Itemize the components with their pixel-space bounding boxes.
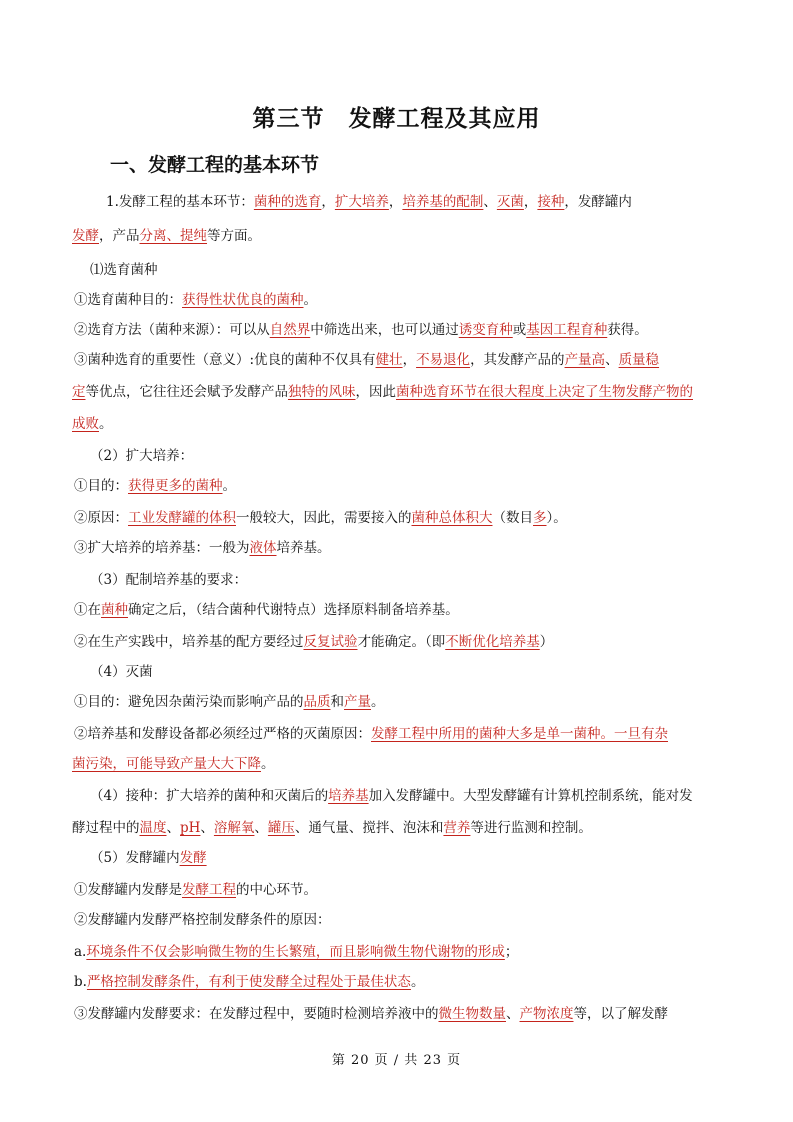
text-line — [74, 972, 724, 992]
answer-text: 分离、提纯 — [139, 228, 207, 244]
answer-text: 产量 — [344, 694, 371, 710]
text-line — [74, 692, 724, 712]
text-line — [74, 942, 724, 962]
page-title: 第三节 发酵工程及其应用 — [252, 105, 541, 132]
body-text-span: ②培养基和发酵设备都必须经过严格的灭菌原因： — [74, 726, 371, 742]
body-text-span: 。 — [99, 416, 113, 432]
text-line — [72, 382, 722, 402]
answer-text: 环境条件不仅会影响微生物的生长繁殖，而且影响微生物代谢物的形成 — [86, 944, 505, 960]
body-text-span: 获得。 — [607, 322, 648, 338]
answer-text: 培养基的配制 — [402, 194, 484, 210]
body-text-span: 、通气量、搅拌、泡沫和 — [294, 820, 444, 836]
body-text-span: 等方面。 — [207, 228, 261, 244]
body-text-span: 、 — [506, 1006, 520, 1022]
answer-text: 菌种总体积大 — [411, 510, 493, 526]
body-text-span: ⑴选育菌种 — [90, 262, 158, 278]
body-text-span: 、 — [166, 820, 180, 836]
answer-text: 温度 — [139, 820, 167, 836]
answer-text: 菌种的选育 — [253, 194, 322, 210]
text-line — [74, 910, 724, 930]
body-text-span: 酵过程中的 — [72, 820, 140, 836]
text-line — [74, 350, 724, 370]
body-text-span: （2）扩大培养： — [90, 448, 194, 464]
body-text-span: ）。 — [546, 510, 567, 526]
answer-text: 工业发酵罐的体积 — [128, 510, 236, 526]
body-text-span: ， — [388, 194, 403, 210]
text-line — [90, 446, 740, 466]
answer-text: 营养 — [443, 820, 471, 836]
answer-text: pH — [180, 820, 201, 836]
body-text-span: 的中心环节。 — [236, 882, 317, 898]
body-text-span: ， — [321, 194, 335, 210]
answer-text: 发酵工程 — [182, 882, 236, 898]
page-footer: 第 20 页 / 共 23 页 — [331, 1053, 462, 1068]
section-heading: 一、发酵工程的基本环节 — [110, 154, 320, 176]
body-text-span: 。 — [371, 694, 385, 710]
body-text-span: 。 — [261, 756, 275, 772]
body-text-span: a. — [74, 944, 87, 960]
body-text-span: 和 — [330, 694, 344, 710]
body-text-span: ，产品 — [99, 228, 140, 244]
body-text-span: ②选育方法（菌种来源）：可以从 — [74, 322, 270, 338]
text-line — [74, 320, 724, 340]
answer-text: 扩大培养 — [334, 194, 389, 210]
body-text-span: ③扩大培养的培养基：一般为 — [74, 540, 250, 556]
answer-text: 发酵 — [179, 850, 207, 866]
body-text-span: ， — [402, 352, 417, 368]
text-line — [72, 818, 722, 838]
answer-text: 不断优化培养基 — [445, 634, 540, 650]
body-text-span: ，因此 — [355, 384, 396, 400]
answer-text: 菌种 — [101, 602, 128, 618]
text-line — [106, 192, 756, 212]
answer-text: 培养基 — [328, 788, 369, 804]
body-text-span: 加入发酵罐中。大型发酵罐有计算机控制系统，能对发 — [368, 788, 693, 804]
answer-text: 严格控制发酵条件，有利于使发酵全过程处于最佳状态 — [86, 974, 411, 990]
answer-text: 获得更多的菌种 — [128, 478, 223, 494]
text-line — [90, 786, 740, 806]
body-text-span: 等，以了解发酵 — [573, 1006, 668, 1022]
answer-text: 诱变育种 — [458, 322, 513, 338]
body-text-span: ； — [504, 944, 519, 960]
body-text-span: 确定之后，（结合菌种代谢特点）选择原料制备培养基。 — [128, 602, 459, 618]
body-text-span: b. — [74, 974, 87, 990]
body-text-span: （数目 — [492, 510, 533, 526]
text-line — [90, 662, 740, 682]
answer-text: 自然界 — [269, 322, 311, 338]
answer-text: 产物浓度 — [519, 1006, 574, 1022]
answer-text: 品质 — [303, 694, 331, 710]
answer-text: 成败 — [72, 416, 99, 432]
body-text-span: ①发酵罐内发酵是 — [74, 882, 182, 898]
body-text-span: 。 — [222, 478, 236, 494]
body-text-span: ①在 — [74, 602, 101, 618]
text-line — [72, 414, 722, 434]
text-line — [90, 570, 740, 590]
text-line — [74, 724, 724, 744]
body-text-span: 或 — [512, 322, 527, 338]
text-line — [74, 880, 724, 900]
body-text-span: 一般较大，因此，需要接入的 — [236, 510, 412, 526]
body-text-span: （3）配制培养基的要求： — [90, 572, 248, 588]
answer-text: 不易退化 — [416, 352, 471, 368]
body-text-span: 、 — [605, 352, 619, 368]
text-line — [74, 1004, 724, 1024]
answer-text: 菌种选育环节在很大程度上决定了生物发酵产物的 — [396, 384, 693, 400]
text-line — [74, 600, 724, 620]
answer-text: 健壮 — [375, 352, 403, 368]
text-line — [74, 508, 724, 528]
body-text-span: ③菌种选育的重要性（意义）:优良的菌种不仅具有 — [74, 352, 376, 368]
body-text-span: ②发酵罐内发酵严格控制发酵条件的原因： — [74, 912, 331, 928]
body-text-span: 1.发酵工程的基本环节： — [106, 194, 254, 210]
body-text-span: 等优点，它往往还会赋予发酵产品 — [85, 384, 288, 400]
body-text-span: （4）接种：扩大培养的菌种和灭菌后的 — [90, 788, 329, 804]
body-text-span: 培养基。 — [276, 540, 331, 556]
answer-text: 发酵工程中所用的菌种大多是单一菌种。一旦有杂 — [371, 726, 668, 742]
body-text-span: ②在生产实践中，培养基的配方要经过 — [74, 634, 304, 650]
answer-text: 独特的风味 — [288, 384, 356, 400]
body-text-span: 中筛选出来，也可以通过 — [310, 322, 459, 338]
body-text-span: ） — [539, 634, 554, 650]
body-text-span: ②原因： — [74, 510, 128, 526]
body-text-span: 才能确定。（即 — [357, 634, 446, 650]
text-line — [72, 754, 722, 774]
body-text-span: （5）发酵罐内 — [90, 850, 180, 866]
body-text-span: ， — [523, 194, 538, 210]
text-line — [74, 538, 724, 558]
text-line — [90, 260, 740, 280]
text-line — [74, 476, 724, 496]
answer-text: 产量高 — [564, 352, 606, 368]
answer-text: 液体 — [249, 540, 277, 556]
answer-text: 接种 — [537, 194, 565, 210]
answer-text: 基因工程育种 — [526, 322, 608, 338]
body-text-span: ①目的：避免因杂菌污染而影响产品的 — [74, 694, 304, 710]
body-text-span: ③发酵罐内发酵要求：在发酵过程中，要随时检测培养液中的 — [74, 1006, 439, 1022]
answer-text: 溶解氧 — [213, 820, 255, 836]
answer-text: 罐压 — [267, 820, 295, 836]
text-line — [90, 848, 740, 868]
answer-text: 菌污染，可能导致产量大大下降 — [72, 756, 261, 772]
text-line — [72, 226, 722, 246]
answer-text: 发酵 — [72, 228, 99, 244]
body-text-span: 、 — [200, 820, 214, 836]
body-text-span: ，其发酵产品的 — [470, 352, 565, 368]
answer-text: 定 — [72, 384, 86, 400]
answer-text: 灭菌 — [496, 194, 524, 210]
body-text-span: 、 — [254, 820, 268, 836]
answer-text: 质量稳 — [618, 352, 660, 368]
answer-text: 反复试验 — [303, 634, 358, 650]
body-text-span: 、 — [483, 194, 497, 210]
answer-text: 微生物数量 — [438, 1006, 506, 1022]
body-text-span: （4）灭菌 — [90, 664, 153, 680]
body-text-span: 。 — [303, 292, 317, 308]
answer-text: 获得性状优良的菌种 — [182, 292, 304, 308]
body-text-span: ①选育菌种目的： — [74, 292, 182, 308]
body-text-span: ①目的： — [74, 478, 128, 494]
answer-text: 多 — [533, 510, 547, 526]
text-line — [74, 290, 724, 310]
body-text-span: 。 — [410, 974, 425, 990]
body-text-span: ，发酵罐内 — [564, 194, 632, 210]
body-text-span: 等进行监测和控制。 — [470, 820, 592, 836]
text-line — [74, 632, 724, 652]
